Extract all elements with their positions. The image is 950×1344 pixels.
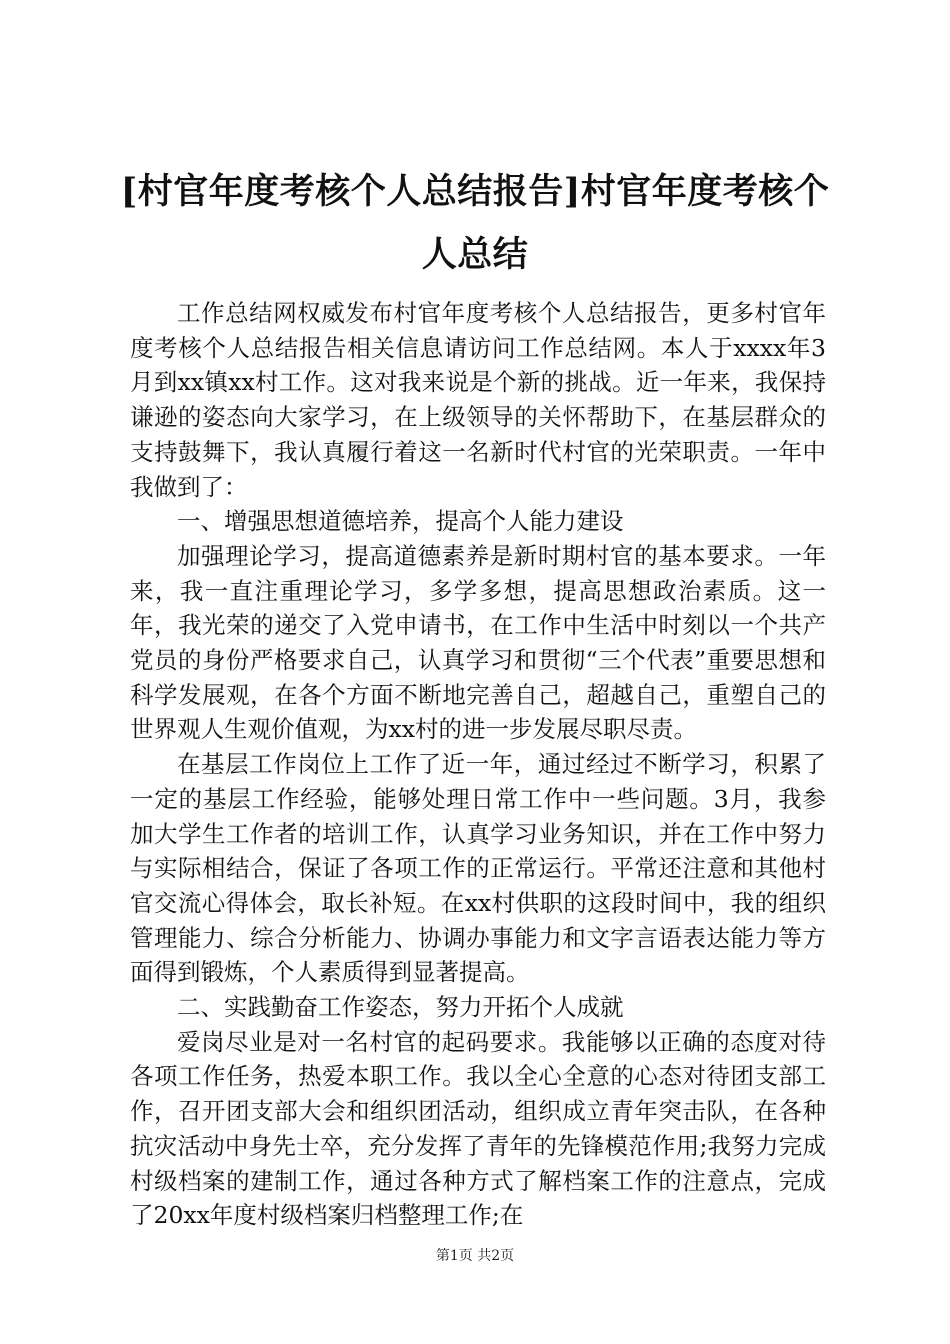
section-heading-1: 一、增强思想道德培养，提高个人能力建设 <box>177 507 624 536</box>
body-paragraph: 在基层工作岗位上工作了近一年，通过经过不断学习，积累了一定的基层工作经验，能够处理日常工作中一些问题。3月，我参加大学生工作者的培训工作，认真学习业务知识，并在工作中努力与实际相结合，保证了各项工作的正常运行。平常还注意和其他村官交流心得体会，取长补短。在xx村供职的这段时间中，我的组织管理能力、综合分析能力、协调办事能力和文字言语表达能力等方面得到锻炼，个人素质得到显著提高。 <box>130 750 826 987</box>
page-number-footer: 第1页 共2页 <box>435 1248 515 1264</box>
document-body <box>130 296 826 1233</box>
document-title: [村官年度考核个人总结报告]村官年度考核个人总结 <box>120 171 830 275</box>
intro-paragraph: 工作总结网权威发布村官年度考核个人总结报告，更多村官年度考核个人总结报告相关信息请访问工作总结网。本人于xxxx年3月到xx镇xx村工作。这对我来说是个新的挑战。近一年来，我保持谦逊的姿态向大家学习，在上级领导的关怀帮助下，在基层群众的支持鼓舞下，我认真履行着这一名新时代村官的光荣职责。一年中我做到了： <box>130 299 826 501</box>
body-paragraph: 加强理论学习，提高道德素养是新时期村官的基本要求。一年来，我一直注重理论学习，多学多想，提高思想政治素质。这一年，我光荣的递交了入党申请书，在工作中生活中时刻以一个共产党员的身份严格要求自己，认真学习和贯彻“三个代表”重要思想和科学发展观，在各个方面不断地完善自己，超越自己，重塑自己的世界观人生观价值观，为xx村的进一步发展尽职尽责。 <box>130 541 826 744</box>
section-heading-2: 二、实践勤奋工作姿态，努力开拓个人成就 <box>177 993 624 1022</box>
body-paragraph: 爱岗尽业是对一名村官的起码要求。我能够以正确的态度对待各项工作任务，热爱本职工作。我以全心全意的心态对待团支部工作，召开团支部大会和组织团活动，组织成立青年突击队，在各种抗灾活动中身先士卒，充分发挥了青年的先锋模范作用;我努力完成村级档案的建制工作，通过各种方式了解档案工作的注意点，完成了20xx年度村级档案归档整理工作;在 <box>130 1027 826 1230</box>
